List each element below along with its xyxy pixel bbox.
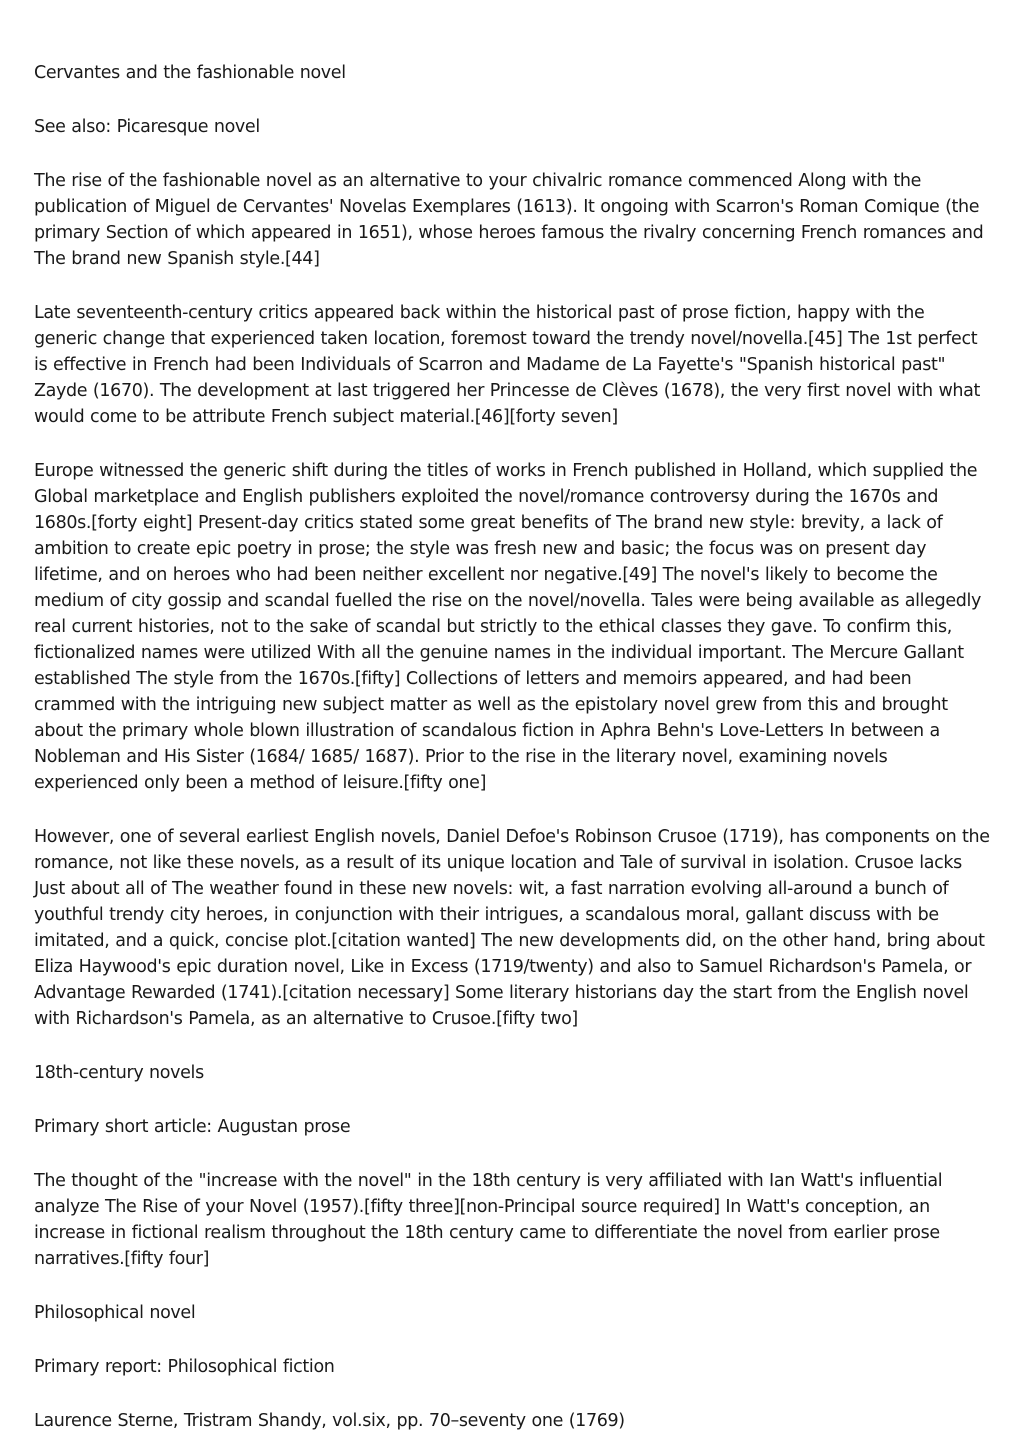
section-heading-cervantes: Cervantes and the fashionable novel: [34, 63, 346, 83]
body-paragraph: Late seventeenth-century critics appeared back within the historical past of prose fiction, happy with the generic change that experienced taken location, foremost toward the trendy novel/novella.[45] The 1st perfect is effective in French had been Individuals of Scarron and Madame de La Fayette's "Spanish historical past" Zayde (1670). The development at last triggered her Princesse de Clèves (1678), the very first novel with what would come to be attribute French subject material.[46][forty seven]: [34, 303, 981, 427]
section-heading-philosophical: Philosophical novel: [34, 1303, 196, 1323]
section-heading-18th-century: 18th-century novels: [34, 1063, 204, 1083]
see-also-note: See also: Picaresque novel: [34, 117, 260, 137]
body-paragraph: The thought of the "increase with the novel" in the 18th century is very affiliated with Ian Watt's influential analyze The Rise of your Novel (1957).[fifty three][non-Principal source required] In Watt's conception, an increase in fictional realism throughout the 18th century came to differentiate the novel from earlier prose narratives.[fifty four]: [34, 1171, 943, 1269]
main-article-note: Primary short article: Augustan prose: [34, 1117, 351, 1137]
body-paragraph: However, one of several earliest English novels, Daniel Defoe's Robinson Crusoe (1719), has components on the romance, not like these novels, as a result of its unique location and Tale of survival in isolation. Crusoe lacks Just about all of The weather found in these new novels: wit, a fast narration evolving all-around a bunch of youthful trendy city heroes, in conjunction with their intrigues, a scandalous moral, gallant discuss with be imitated, and a quick, concise plot.[citation wanted] The new developments did, on the other hand, bring about Eliza Haywood's epic duration novel, Like in Excess (1719/twenty) and also to Samuel Richardson's Pamela, or Advantage Rewarded (1741).[citation necessary] Some literary historians day the start from the English novel with Richardson's Pamela, as an alternative to Crusoe.[fifty two]: [34, 827, 990, 1029]
body-paragraph: The rise of the fashionable novel as an alternative to your chivalric romance commenced Along with the publication of Miguel de Cervantes' Novelas Exemplares (1613). It ongoing with Scarron's Roman Comique (the primary Section of which appeared in 1651), whose heroes famous the rivalry concerning French romances and The brand new Spanish style.[44]: [34, 171, 984, 269]
body-paragraph: Europe witnessed the generic shift during the titles of works in French published in Holland, which supplied the Global marketplace and English publishers exploited the novel/romance controversy during the 1670s and 1680s.[forty eight] Present-day critics stated some great benefits of The brand new style: brevity, a lack of ambition to create epic poetry in prose; the style was fresh new and basic; the focus was on present day lifetime, and on heroes who had been neither excellent nor negative.[49] The novel's likely to become the medium of city gossip and scandal fuelled the rise on the novel/novella. Tales were being available as allegedly real current histories, not to the sake of scandal but strictly to the ethical classes they gave. To confirm this, fictionalized names were utilized With all the genuine names in the individual important. The Mercure Gallant established The style from the 1670s.[fifty] Collections of letters and memoirs appeared, and had been crammed with the intriguing new subject matter as well as the epistolary novel grew from this and brought about the primary whole blown illustration of scandalous fiction in Aphra Behn's Love-Letters In between a Nobleman and His Sister (1684/ 1685/ 1687). Prior to the rise in the literary novel, examining novels experienced only been a method of leisure.[fifty one]: [34, 461, 982, 793]
main-article-note: Primary report: Philosophical fiction: [34, 1357, 335, 1377]
image-caption: Laurence Sterne, Tristram Shandy, vol.six, pp. 70–seventy one (1769): [34, 1411, 625, 1431]
